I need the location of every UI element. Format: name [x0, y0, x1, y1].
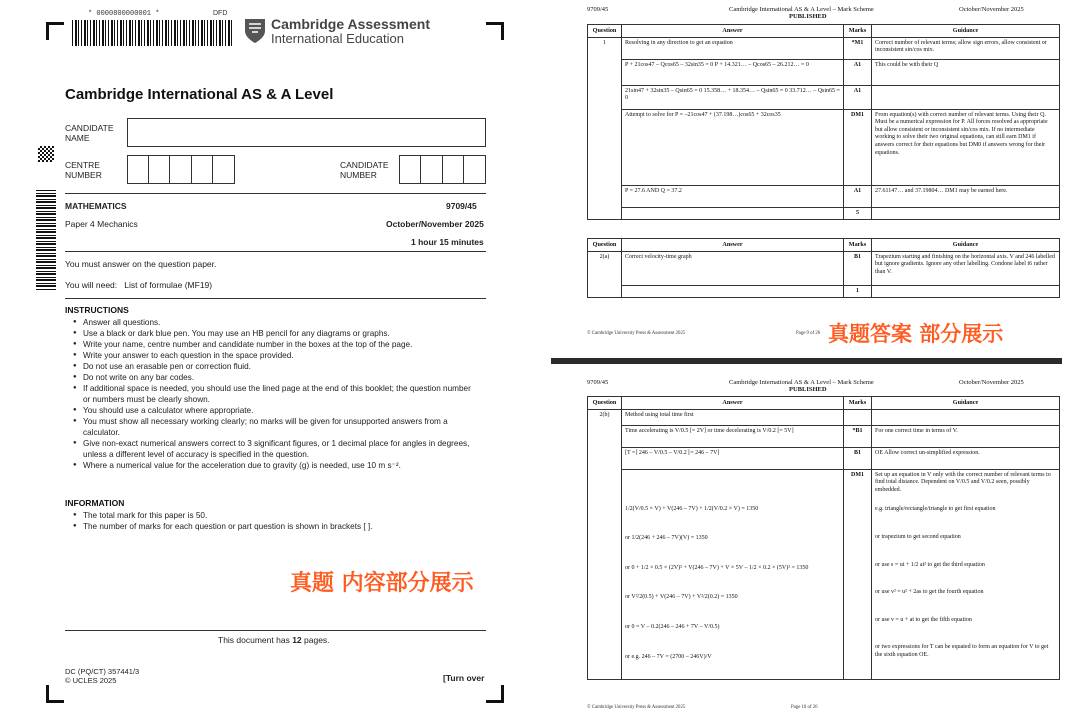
list-item: ● The total mark for this paper is 50.	[73, 510, 473, 521]
table-row	[588, 251, 1060, 285]
cell-marks: 1	[844, 285, 872, 298]
candidate-name-label	[65, 123, 114, 143]
table-row	[588, 59, 1060, 85]
col-header: Question	[588, 25, 622, 38]
logo-line-1: Cambridge Assessment	[271, 16, 430, 32]
col-header: Question	[588, 397, 622, 410]
guidance-line: e.g. triangle/rectangle/triangle to get first equation	[875, 506, 996, 513]
digit-box[interactable]	[192, 156, 213, 183]
cell-guidance: Correct number of relevant terms; allow sign errors, allow consistent or inconsistent sin/cos mix.	[872, 37, 1060, 59]
cell-guidance: From equation(s) with correct number of relevant terms. Using their Q. Must be a numerical expression for P. All forces resolved as appropriate but allow consistent or inconsistent sin/cos mix. If no intermediate working to solve their two original equations, can still earn DM1 if answers correct for their equations but DM0 if answers wrong for their equations.	[872, 109, 1060, 185]
mark-scheme-page-top	[551, 0, 1080, 352]
list-item: ● Write your name, centre number and candidate number in the boxes at the top of the page.	[73, 339, 473, 350]
guidance-line: or use v² = u² + 2as to get the fourth equation	[875, 589, 984, 596]
cell-answer: [T =] 246 – V/0.5 – V/0.2 [= 246 – 7V]	[622, 447, 844, 469]
cell-marks: B1	[844, 447, 872, 469]
digit-box[interactable]	[464, 156, 485, 183]
cell-marks: 5	[844, 207, 872, 220]
need-value: List of formulae (MF19)	[124, 280, 213, 290]
table-row	[588, 207, 1060, 220]
cell-answer: P = 27.6 AND Q = 37.2	[622, 185, 844, 207]
information-heading: INFORMATION	[65, 498, 125, 508]
cell-answer	[622, 469, 844, 679]
table-row	[588, 425, 1060, 447]
label-line: CANDIDATE	[340, 160, 389, 170]
cell-guidance	[872, 285, 1060, 298]
working-line: or 0 + 1/2 × 0.5 × (2V)² + V(246 – 7V) + V × 5V – 1/2 × 0.2 × (5V)² = 1350	[625, 564, 809, 571]
need-label: You will need:	[65, 280, 118, 290]
col-header: Marks	[844, 239, 872, 252]
ms-title: Cambridge International AS & A Level – Mark Scheme	[729, 379, 874, 386]
divider	[65, 630, 486, 631]
list-item: ● If additional space is needed, you should use the lined page at the end of this booklet; the question number or numbers must be clearly shown.	[73, 383, 473, 405]
digit-box[interactable]	[400, 156, 421, 183]
section-divider	[551, 358, 1062, 364]
list-item: ● Do not use an erasable pen or correction fluid.	[73, 361, 473, 372]
list-item: ● Use a black or dark blue pen. You may use an HB pencil for any diagrams or graphs.	[73, 328, 473, 339]
ms-footer-page: Page 10 of 26	[791, 705, 818, 710]
page-count	[218, 636, 330, 645]
cell-answer	[622, 207, 844, 220]
cell-answer: Time accelerating is V/0.5 [= 2V] or time decelerating is V/0.2 [= 5V]	[622, 425, 844, 447]
qr-code-icon	[38, 146, 54, 162]
preview-stamp: 真题 内容部分展示	[290, 571, 474, 596]
col-header: Marks	[844, 397, 872, 410]
list-item: ● Do not write on any bar codes.	[73, 372, 473, 383]
mark-scheme-table-q1	[587, 24, 1060, 220]
logo-line-2: International Education	[271, 31, 404, 46]
guidance-text: Set up an equation in V only with the correct number of relevant terms to find total distance. Dependent on V/0.5 and V/0.2 seen, possibly embedded.	[875, 471, 1051, 493]
cell-marks	[844, 409, 872, 425]
col-header: Answer	[622, 397, 844, 410]
cell-marks: A1	[844, 59, 872, 85]
candidate-name-field[interactable]	[127, 118, 486, 147]
divider	[65, 298, 486, 299]
centre-number-label	[65, 160, 102, 180]
working-line: or 1/2(246 + 246 – 7V)(V) = 1350	[625, 535, 708, 542]
col-header: Guidance	[872, 397, 1060, 410]
cell-guidance	[872, 469, 1060, 679]
table-row	[588, 447, 1060, 469]
ms-code: 9709/45	[587, 6, 609, 13]
crop-mark-top-right	[486, 22, 504, 40]
cell-guidance: OE Allow correct un-simplified expression.	[872, 447, 1060, 469]
working-line: or V²/2(0.5) + V(246 – 7V) + V²/2(0.2) = 1350	[625, 594, 738, 601]
table-row	[588, 85, 1060, 109]
table-row	[588, 409, 1060, 425]
cell-answer	[622, 285, 844, 298]
col-header: Answer	[622, 239, 844, 252]
cell-answer: Method using total time first	[622, 409, 844, 425]
cell-marks: *B1	[844, 425, 872, 447]
ms-status: PUBLISHED	[789, 386, 827, 393]
cell-guidance: 27.61147… and 37.19804… DM1 may be earned here.	[872, 185, 1060, 207]
label-line: NUMBER	[340, 170, 377, 180]
footer-copyright: © UCLES 2025	[65, 676, 117, 685]
mark-scheme-table-q2a	[587, 238, 1060, 298]
digit-box[interactable]	[213, 156, 234, 183]
subject: MATHEMATICS	[65, 201, 127, 211]
label-line: CENTRE	[65, 160, 100, 170]
cell-marks: DM1	[844, 109, 872, 185]
you-will-need	[65, 280, 212, 290]
cell-guidance: For one correct time in terms of V.	[872, 425, 1060, 447]
digit-box[interactable]	[421, 156, 442, 183]
ms-session: October/November 2025	[959, 6, 1024, 13]
table-row	[588, 109, 1060, 185]
working-line: or e.g. 246 – 7V = (2700 – 246V)/V	[625, 653, 712, 660]
answer-preview-stamp: 真题答案 部分展示	[828, 322, 1004, 346]
guidance-line: or use v = u + at to get the fifth equation	[875, 616, 972, 623]
digit-box[interactable]	[149, 156, 170, 183]
ms-footer-copyright: © Cambridge University Press & Assessment 2025	[587, 705, 686, 710]
paper-name: Paper 4 Mechanics	[65, 219, 138, 229]
instructions-heading: INSTRUCTIONS	[65, 305, 129, 315]
col-header: Answer	[622, 25, 844, 38]
working-line: or 0 = V – 0.2(246 – 246 + 7V – V/0.5)	[625, 623, 720, 630]
list-item: ● Where a numerical value for the acceleration due to gravity (g) is needed, use 10 m s⁻².	[73, 460, 473, 471]
crop-mark-bottom-left	[46, 685, 64, 703]
crop-mark-top-left	[46, 22, 64, 40]
barcode-number: * 0000800000001 *	[88, 10, 160, 18]
ms-status: PUBLISHED	[789, 13, 827, 20]
label-line: NUMBER	[65, 170, 102, 180]
paper-code: 9709/45	[446, 201, 477, 211]
list-item: ● You must show all necessary working clearly; no marks will be given for unsupported answers from a calculator.	[73, 416, 473, 438]
cell-question: 2(a)	[588, 251, 622, 298]
list-item: ● Give non-exact numerical answers correct to 3 significant figures, or 1 decimal place for angles in degrees, unless a different level of accuracy is specified in the question.	[73, 438, 473, 460]
cell-answer: P + 21cos47 – Qcos65 – 32sin35 = 0 P + 14.321… – Qcos65 – 26.212… = 0	[622, 59, 844, 85]
divider	[65, 193, 486, 194]
turn-over: [Turn over	[443, 673, 485, 683]
information-list	[73, 510, 473, 532]
col-header: Question	[588, 239, 622, 252]
page-count-post: pages.	[301, 635, 330, 645]
page-title: Cambridge International AS & A Level	[65, 86, 334, 103]
guidance-line: or use s = ut + 1/2 at² to get the third equation	[875, 561, 985, 568]
cell-marks: A1	[844, 85, 872, 109]
cell-guidance	[872, 85, 1060, 109]
page-count-num: 12	[292, 635, 302, 645]
divider	[65, 251, 486, 252]
mark-scheme-page-bottom	[551, 366, 1080, 723]
page-count-pre: This document has	[218, 635, 293, 645]
barcode-code: DFD	[213, 10, 228, 17]
candidate-number-field[interactable]	[399, 155, 486, 184]
cell-marks: A1	[844, 185, 872, 207]
digit-box[interactable]	[128, 156, 149, 183]
col-header: Guidance	[872, 25, 1060, 38]
duration: 1 hour 15 minutes	[411, 237, 484, 247]
label-line: CANDIDATE	[65, 123, 114, 133]
vertical-barcode-icon	[36, 190, 56, 290]
footer-code: DC (PQ/CT) 357441/3	[65, 667, 140, 676]
cell-answer: 21sin47 + 32sin35 – Qsin65 = 0 15.358… + 18.354… – Qsin65 = 0 33.712… – Qsin65 = 0	[622, 85, 844, 109]
crop-mark-bottom-right	[486, 685, 504, 703]
ms-footer-page: Page 9 of 26	[796, 331, 821, 336]
list-item: ● Write your answer to each question in the space provided.	[73, 350, 473, 361]
digit-box[interactable]	[170, 156, 191, 183]
cell-guidance: This could be with their Q	[872, 59, 1060, 85]
cell-guidance: Trapezium starting and finishing on the horizontal axis. V and 246 labelled but ignore gradients. Ignore any other labelling. Condone label t6 rather than V.	[872, 251, 1060, 285]
label-line: NAME	[65, 133, 90, 143]
ms-code: 9709/45	[587, 379, 609, 386]
col-header: Marks	[844, 25, 872, 38]
table-row	[588, 285, 1060, 298]
col-header: Guidance	[872, 239, 1060, 252]
table-row	[588, 469, 1060, 679]
spacer	[625, 472, 840, 506]
cell-question: 2(b)	[588, 409, 622, 679]
cell-question: 1	[588, 37, 622, 220]
cell-marks: DM1	[844, 469, 872, 679]
guidance-line: or trapezium to get second equation	[875, 533, 961, 540]
cell-guidance	[872, 207, 1060, 220]
barcode-icon	[72, 20, 232, 46]
cell-marks: B1	[844, 251, 872, 285]
cell-answer: Correct velocity-time graph	[622, 251, 844, 285]
ms-session: October/November 2025	[959, 379, 1024, 386]
cell-guidance	[872, 409, 1060, 425]
ms-title: Cambridge International AS & A Level – Mark Scheme	[729, 6, 874, 13]
ms-footer-copyright: © Cambridge University Press & Assessment 2025	[587, 331, 686, 336]
session: October/November 2025	[386, 219, 484, 229]
cell-answer: Attempt to solve for P = –21cos47 + (37.198…)cos65 + 32cos35	[622, 109, 844, 185]
answer-note: You must answer on the question paper.	[65, 259, 217, 269]
cambridge-crest-icon	[244, 18, 266, 44]
list-item: ● Answer all questions.	[73, 317, 473, 328]
table-row	[588, 37, 1060, 59]
table-row	[588, 185, 1060, 207]
list-item: ● The number of marks for each question or part question is shown in brackets [ ].	[73, 521, 473, 532]
cell-answer: Resolving in any direction to get an equation	[622, 37, 844, 59]
working-line: 1/2(V/0.5 × V) + V(246 – 7V) + 1/2(V/0.2 × V) = 1350	[625, 505, 759, 512]
guidance-line: or two expressions for T can be equated to form an equation for V to get the sixth equation OE.	[875, 644, 1049, 658]
cell-marks: *M1	[844, 37, 872, 59]
candidate-number-label	[340, 160, 389, 180]
list-item: ● You should use a calculator where appropriate.	[73, 405, 473, 416]
mark-scheme-table-q2b	[587, 396, 1060, 680]
instructions-list	[73, 317, 473, 471]
digit-box[interactable]	[443, 156, 464, 183]
centre-number-field[interactable]	[127, 155, 235, 184]
